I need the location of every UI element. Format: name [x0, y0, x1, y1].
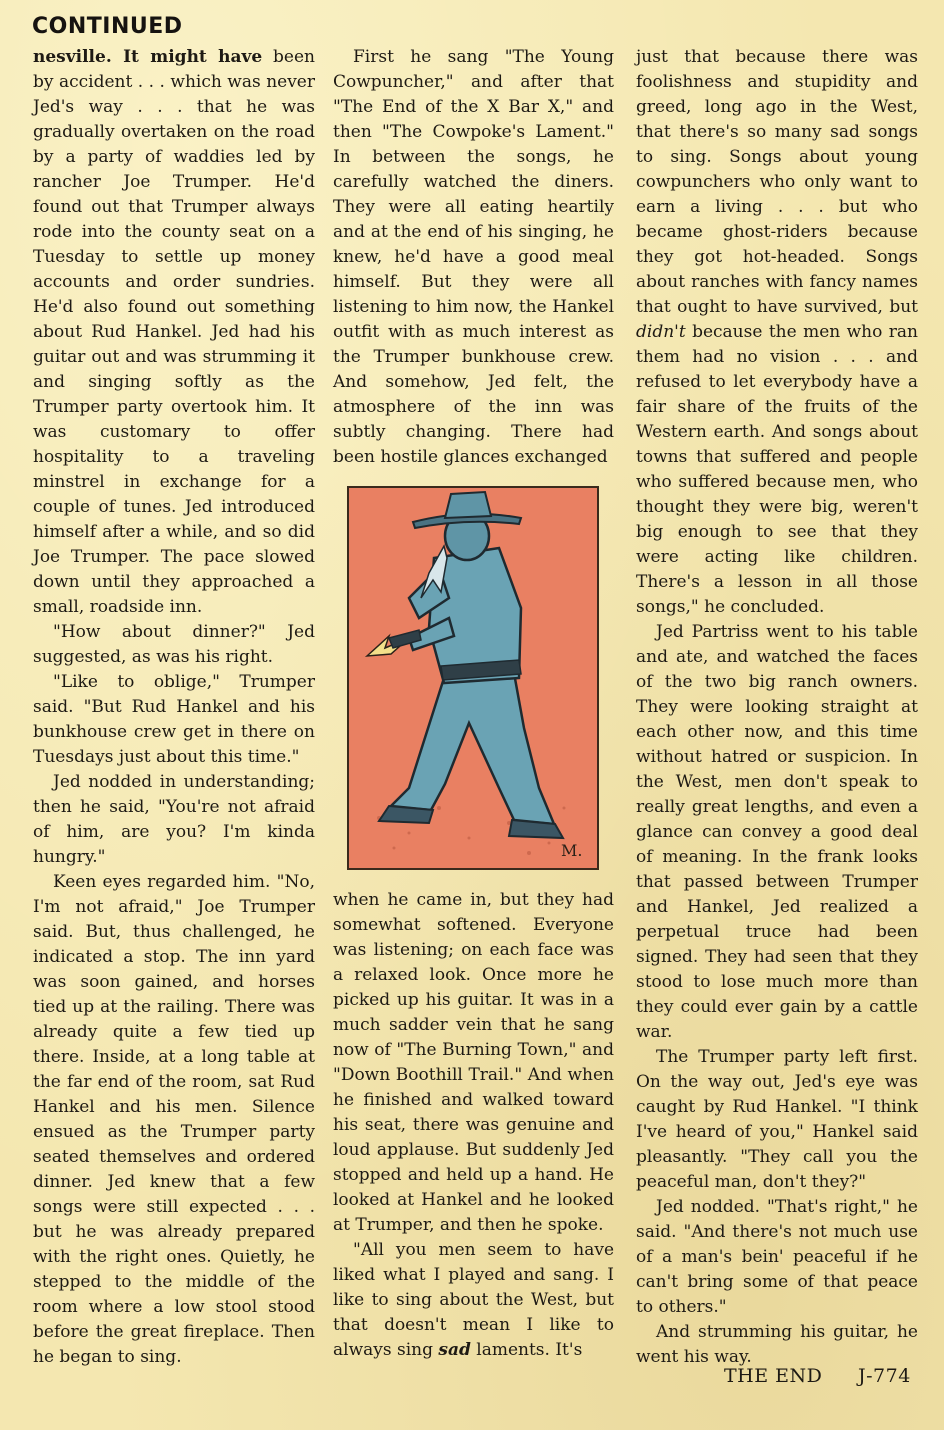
paragraph-text: "All you men seem to have liked what I played and sang. I like to sing about the West, but that doesn't mean I like to always sing — [333, 1240, 614, 1360]
artist-signature: M. — [561, 841, 583, 860]
text-column-2-bottom — [333, 888, 614, 1390]
paragraph: "Like to oblige," Trumper said. "But Rud Hankel and his bunkhouse crew get in there on Tuesdays just about this time." — [33, 672, 315, 767]
paragraph: Keen eyes regarded him. "No, I'm not afraid," Joe Trumper said. But, thus challenged, he indicated a stop. The inn yard was soon gained, and horses tied up at the railing. There was already quite a few tied up there. Inside, at a long table at the far end of the room, sat Rud Hankel and his men. Silence ensued as the Trumper party seated themselves and ordered dinner. Jed knew that a few songs were still expected . . . but he was already prepared with the right ones. Quietly, he stepped to the middle of the room where a low stool stood before the great fireplace. Then he began to sing. — [33, 872, 315, 1367]
emphasized-word: sad — [438, 1340, 471, 1360]
paragraph — [33, 45, 315, 620]
figure-legs — [391, 673, 554, 824]
paragraph: First he sang "The Young Cowpuncher," and after that "The End of the X Bar X," and then "The Cowpoke's Lament." In between the songs, he carefully watched the diners. They were all eating heartily and at the end of his singing, he knew, he'd have a good meal himself. But they were all listening to him now, the Hankel outfit with as much interest as the Trumper bunkhouse crew. And somehow, Jed felt, the atmosphere of the inn was subtly changing. There had been hostile glances exchanged — [333, 47, 614, 467]
text-column-1 — [33, 45, 315, 1390]
hat-crown — [445, 492, 491, 518]
page-code: J-774 — [858, 1365, 911, 1387]
text-column-3 — [636, 45, 918, 1367]
lead-in-text: nesville. It might have — [33, 47, 263, 67]
paragraph — [636, 45, 918, 620]
paragraph: Jed Partriss went to his table and ate, and watched the faces of the two big ranch owners. They were looking straight at each other now, and this time without hatred or suspicion. In the West, men don't speak to really great lengths, and even a glance can convey a good deal of meaning. In the frank looks that passed between Trumper and Hankel, Jed realized a perpetual truce had been signed. They had seen that they stood to lose much more than they could ever gain by a cattle war. — [636, 622, 918, 1042]
the-end-label: THE END — [724, 1365, 823, 1387]
paragraph: The Trumper party left first. On the way out, Jed's eye was caught by Rud Hankel. "I think I've heard of you," Hankel said pleasantly. "They call you the peaceful man, don't they?" — [636, 1047, 918, 1192]
paragraph: Jed nodded in understanding; then he said, "You're not afraid of him, are you? I'm kinda hungry." — [33, 772, 315, 867]
right-boot — [509, 820, 563, 838]
left-boot — [379, 806, 433, 823]
gunslinger-figure-drawing — [349, 488, 597, 868]
paragraph-text: because the men who ran them had no vision . . . and refused to let everybody have a fair share of the fruits of the Western earth. And songs about towns that suffered and people who suffered because men, who thought they were big, weren't big enough to see that they were acting like children. There's a lesson in all those songs," he concluded. — [636, 322, 918, 617]
paragraph: And strumming his guitar, he went his way. — [636, 1322, 918, 1367]
paragraph: "How about dinner?" Jed suggested, as was his right. — [33, 622, 315, 667]
paragraph-text: laments. It's — [470, 1340, 583, 1360]
paragraph — [333, 1238, 614, 1363]
paragraph: when he came in, but they had somewhat softened. Everyone was listening; on each face was a relaxed look. Once more he picked up his guitar. It was in a much sadder vein that he sang now of "The Burning Town," and "Down Boothill Trail." And when he finished and walked toward his seat, there was genuine and loud applause. But suddenly Jed stopped and held up a hand. He looked at Hankel and he looked at Trumper, and then he spoke. — [333, 890, 614, 1235]
paragraph-text: just that because there was foolishness and stupidity and greed, long ago in the West, that there's so many sad songs to sing. Songs about young cowpunchers who only want to earn a living . . . but who became ghost-riders because they got hot-headed. Songs about ranches with fancy names that ought to have survived, but — [636, 47, 918, 317]
paragraph: Jed nodded. "That's right," he said. "And there's not much use of a man's bein' peaceful if he can't bring some of that peace to others." — [636, 1197, 918, 1317]
continued-heading: CONTINUED — [32, 14, 183, 39]
text-column-2-top — [333, 45, 614, 465]
gunslinger-illustration — [347, 486, 599, 870]
emphasized-word: didn't — [636, 322, 686, 342]
paragraph-text: been by accident . . . which was never Jed's way . . . that he was gradually overtaken on the road by a party of waddies led by rancher Joe Trumper. He'd found out that Trumper always rode into the county seat on a Tuesday to settle up money accounts and order sundries. He'd also found out something about Rud Hankel. Jed had his guitar out and was strumming it and singing softly as the Trumper party overtook him. It was customary to offer hospitality to a traveling minstrel in exchange for a couple of tunes. Jed introduced himself after a while, and so did Joe Trumper. The pace slowed down until they approached a small, roadside inn. — [33, 47, 315, 617]
